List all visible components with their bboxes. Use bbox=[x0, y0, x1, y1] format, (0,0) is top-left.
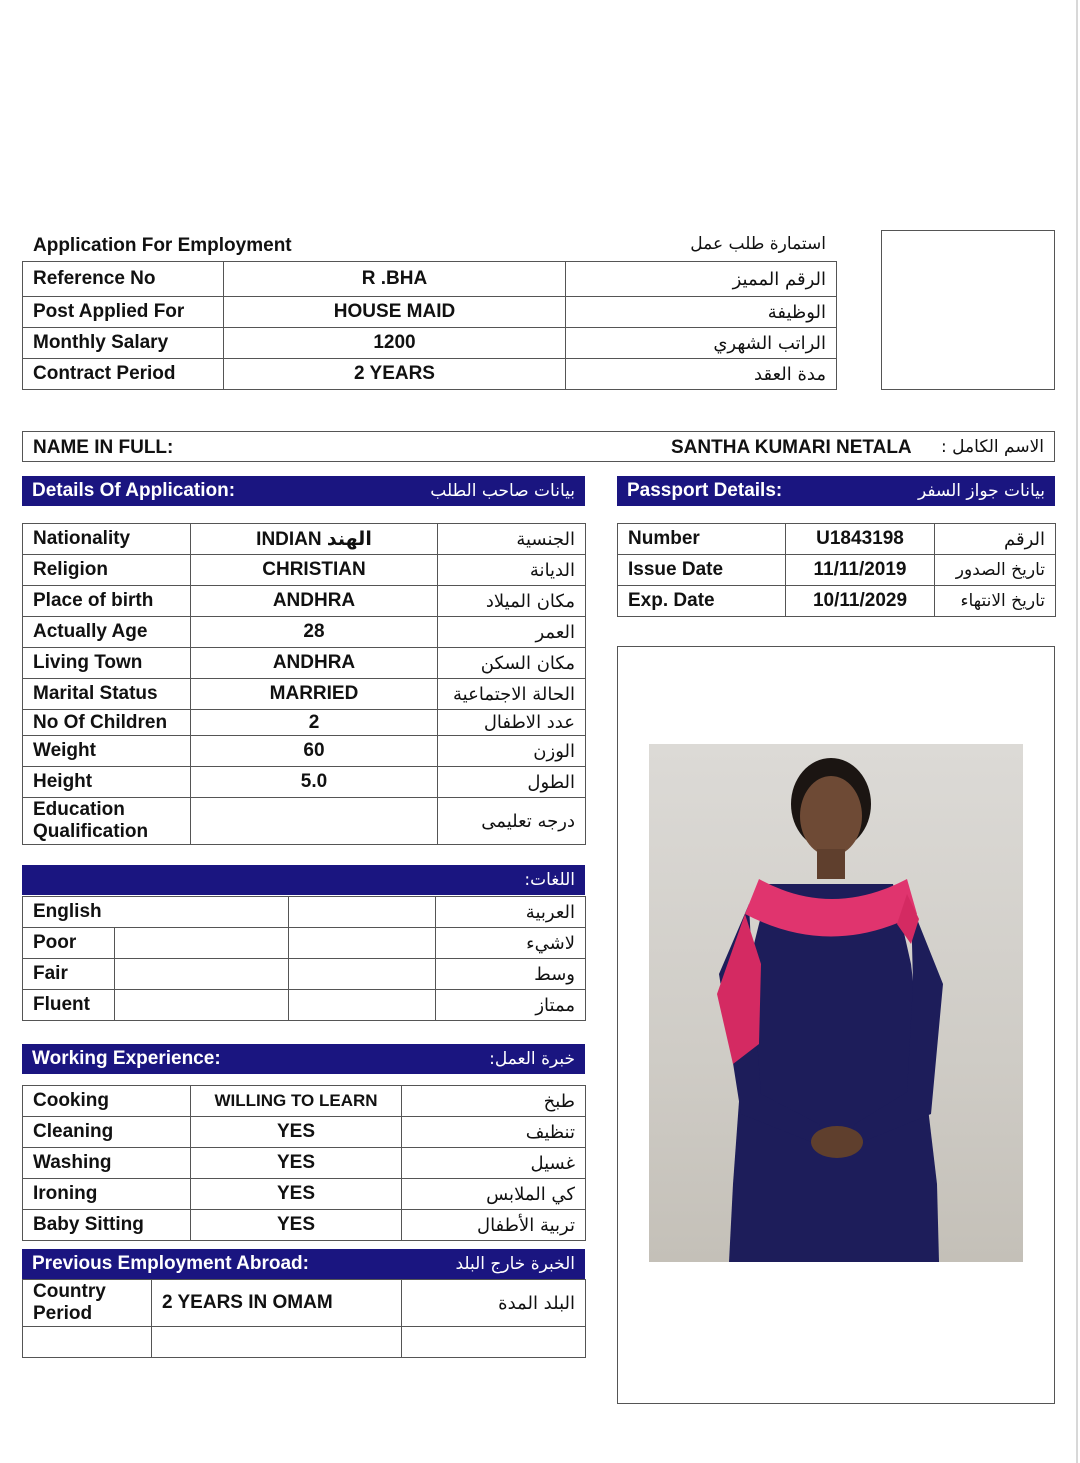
language-fluent-label: Fluent bbox=[23, 990, 115, 1021]
details-table bbox=[22, 523, 586, 845]
table-row bbox=[23, 959, 586, 990]
salary-value: 1200 bbox=[224, 328, 566, 359]
marital-label: Marital Status bbox=[23, 679, 191, 710]
post-label-arabic: الوظيفة bbox=[566, 297, 837, 328]
language-poor-label: Poor bbox=[23, 928, 115, 959]
language-cell bbox=[115, 959, 289, 990]
age-label: Actually Age bbox=[23, 617, 191, 648]
children-label: No Of Children bbox=[23, 710, 191, 736]
washing-label: Washing bbox=[23, 1148, 191, 1179]
living-town-label: Living Town bbox=[23, 648, 191, 679]
top-info-table bbox=[22, 261, 837, 390]
previous-employment-title: Previous Employment Abroad: bbox=[32, 1253, 309, 1274]
washing-value: YES bbox=[191, 1148, 402, 1179]
table-row bbox=[23, 328, 837, 359]
ironing-value: YES bbox=[191, 1179, 402, 1210]
table-row bbox=[23, 990, 586, 1021]
religion-label: Religion bbox=[23, 555, 191, 586]
language-cell bbox=[115, 928, 289, 959]
table-row bbox=[23, 359, 837, 390]
languages-table bbox=[22, 896, 586, 1021]
contract-label: Contract Period bbox=[23, 359, 224, 390]
details-header bbox=[22, 476, 585, 506]
ironing-label-arabic: كي الملابس bbox=[402, 1179, 586, 1210]
photo-frame bbox=[617, 646, 1055, 1404]
salary-label: Monthly Salary bbox=[23, 328, 224, 359]
birthplace-value: ANDHRA bbox=[191, 586, 438, 617]
small-photo-box bbox=[881, 230, 1055, 390]
previous-employment-value: 2 YEARS IN OMAM bbox=[152, 1280, 402, 1327]
page-edge-line bbox=[1076, 0, 1078, 1463]
religion-value: CHRISTIAN bbox=[191, 555, 438, 586]
table-row bbox=[23, 262, 837, 297]
table-row bbox=[618, 586, 1056, 617]
cleaning-label: Cleaning bbox=[23, 1117, 191, 1148]
application-title: Application For Employment bbox=[33, 235, 292, 256]
passport-header bbox=[617, 476, 1055, 506]
language-cell bbox=[115, 990, 289, 1021]
full-name-row bbox=[22, 431, 1055, 462]
language-cell bbox=[289, 959, 436, 990]
table-row bbox=[23, 617, 586, 648]
passport-table bbox=[617, 523, 1056, 617]
country-period-label bbox=[23, 1280, 152, 1327]
education-label-arabic: درجه تعليمى bbox=[438, 798, 586, 845]
baby-sitting-label-arabic: تربية الأطفال bbox=[402, 1210, 586, 1241]
reference-value: R .BHA bbox=[224, 262, 566, 297]
table-row bbox=[23, 928, 586, 959]
weight-label-arabic: الوزن bbox=[438, 736, 586, 767]
language-cell bbox=[289, 928, 436, 959]
details-title: Details Of Application: bbox=[32, 480, 236, 501]
exp-date-value: 10/11/2029 bbox=[786, 586, 935, 617]
age-value: 28 bbox=[191, 617, 438, 648]
table-row bbox=[23, 555, 586, 586]
nationality-value: INDIAN الهند bbox=[191, 524, 438, 555]
passport-title: Passport Details: bbox=[627, 480, 783, 501]
language-fair-label: Fair bbox=[23, 959, 115, 990]
issue-date-label-arabic: تاريخ الصدور bbox=[935, 555, 1056, 586]
height-value: 5.0 bbox=[191, 767, 438, 798]
baby-sitting-label: Baby Sitting bbox=[23, 1210, 191, 1241]
table-row bbox=[23, 710, 586, 736]
baby-sitting-value: YES bbox=[191, 1210, 402, 1241]
cooking-label: Cooking bbox=[23, 1086, 191, 1117]
table-row bbox=[618, 524, 1056, 555]
ironing-label: Ironing bbox=[23, 1179, 191, 1210]
empty-cell bbox=[402, 1327, 586, 1358]
cooking-label-arabic: طبخ bbox=[402, 1086, 586, 1117]
education-value bbox=[191, 798, 438, 845]
full-name-label: NAME IN FULL: bbox=[33, 437, 174, 458]
birthplace-label: Place of birth bbox=[23, 586, 191, 617]
table-row bbox=[23, 1280, 586, 1327]
languages-title-arabic: اللغات: bbox=[524, 870, 575, 890]
passport-title-arabic: بيانات جواز السفر bbox=[917, 481, 1045, 501]
passport-number-label-arabic: الرقم bbox=[935, 524, 1056, 555]
language-fair-arabic: وسط bbox=[436, 959, 586, 990]
contract-label-arabic: مدة العقد bbox=[566, 359, 837, 390]
education-label-line1: Education bbox=[33, 799, 125, 820]
education-label bbox=[23, 798, 191, 845]
language-english-label: English bbox=[23, 897, 289, 928]
previous-employment-label-arabic: البلد المدة bbox=[402, 1280, 586, 1327]
previous-employment-title-arabic: الخبرة خارج البلد bbox=[455, 1254, 575, 1274]
application-title-arabic: استمارة طلب عمل bbox=[690, 234, 826, 254]
table-row bbox=[23, 798, 586, 845]
children-label-arabic: عدد الاطفال bbox=[438, 710, 586, 736]
table-row bbox=[618, 555, 1056, 586]
experience-header bbox=[22, 1044, 585, 1074]
table-row bbox=[23, 1327, 586, 1358]
living-town-label-arabic: مكان السكن bbox=[438, 648, 586, 679]
post-label: Post Applied For bbox=[23, 297, 224, 328]
issue-date-label: Issue Date bbox=[618, 555, 786, 586]
language-english-value bbox=[289, 897, 436, 928]
language-cell bbox=[289, 990, 436, 1021]
cleaning-label-arabic: تنظيف bbox=[402, 1117, 586, 1148]
marital-value: MARRIED bbox=[191, 679, 438, 710]
salary-label-arabic: الراتب الشهري bbox=[566, 328, 837, 359]
languages-header bbox=[22, 865, 585, 895]
table-row bbox=[23, 1086, 586, 1117]
exp-date-label-arabic: تاريخ الانتهاء bbox=[935, 586, 1056, 617]
table-row bbox=[23, 736, 586, 767]
reference-label: Reference No bbox=[23, 262, 224, 297]
language-arabic-label: العربية bbox=[436, 897, 586, 928]
exp-date-label: Exp. Date bbox=[618, 586, 786, 617]
weight-label: Weight bbox=[23, 736, 191, 767]
experience-table bbox=[22, 1085, 586, 1241]
weight-value: 60 bbox=[191, 736, 438, 767]
marital-label-arabic: الحالة الاجتماعية bbox=[438, 679, 586, 710]
table-row bbox=[23, 1210, 586, 1241]
experience-title-arabic: خبرة العمل: bbox=[489, 1049, 575, 1069]
birthplace-label-arabic: مكان الميلاد bbox=[438, 586, 586, 617]
cleaning-value: YES bbox=[191, 1117, 402, 1148]
table-row bbox=[23, 1148, 586, 1179]
empty-cell bbox=[23, 1327, 152, 1358]
previous-employment-header bbox=[22, 1249, 585, 1279]
passport-number-value: U1843198 bbox=[786, 524, 935, 555]
details-title-arabic: بيانات صاحب الطلب bbox=[430, 481, 575, 501]
reference-label-arabic: الرقم المميز bbox=[566, 262, 837, 297]
empty-cell bbox=[152, 1327, 402, 1358]
table-row bbox=[23, 648, 586, 679]
education-label-line2: Qualification bbox=[33, 821, 149, 842]
country-label: Country bbox=[33, 1281, 106, 1302]
person-silhouette-icon bbox=[649, 744, 1023, 1262]
language-poor-arabic: لاشيء bbox=[436, 928, 586, 959]
post-value: HOUSE MAID bbox=[224, 297, 566, 328]
full-name-value: SANTHA KUMARI NETALA bbox=[671, 437, 912, 458]
previous-employment-table bbox=[22, 1279, 586, 1358]
applicant-photo bbox=[649, 744, 1023, 1262]
table-row bbox=[23, 1179, 586, 1210]
religion-label-arabic: الديانة bbox=[438, 555, 586, 586]
table-row bbox=[23, 679, 586, 710]
nationality-label-arabic: الجنسية bbox=[438, 524, 586, 555]
passport-number-label: Number bbox=[618, 524, 786, 555]
full-name-label-arabic: الاسم الكامل : bbox=[941, 437, 1044, 457]
issue-date-value: 11/11/2019 bbox=[786, 555, 935, 586]
table-row bbox=[23, 1117, 586, 1148]
period-label: Period bbox=[33, 1303, 93, 1324]
children-value: 2 bbox=[191, 710, 438, 736]
living-town-value: ANDHRA bbox=[191, 648, 438, 679]
washing-label-arabic: غسيل bbox=[402, 1148, 586, 1179]
table-row bbox=[23, 297, 837, 328]
table-row bbox=[23, 586, 586, 617]
height-label-arabic: الطول bbox=[438, 767, 586, 798]
language-fluent-arabic: ممتاز bbox=[436, 990, 586, 1021]
table-row bbox=[23, 897, 586, 928]
table-row bbox=[23, 767, 586, 798]
experience-title: Working Experience: bbox=[32, 1048, 221, 1069]
nationality-label: Nationality bbox=[23, 524, 191, 555]
age-label-arabic: العمر bbox=[438, 617, 586, 648]
height-label: Height bbox=[23, 767, 191, 798]
cooking-value: WILLING TO LEARN bbox=[191, 1086, 402, 1117]
table-row bbox=[23, 524, 586, 555]
contract-value: 2 YEARS bbox=[224, 359, 566, 390]
